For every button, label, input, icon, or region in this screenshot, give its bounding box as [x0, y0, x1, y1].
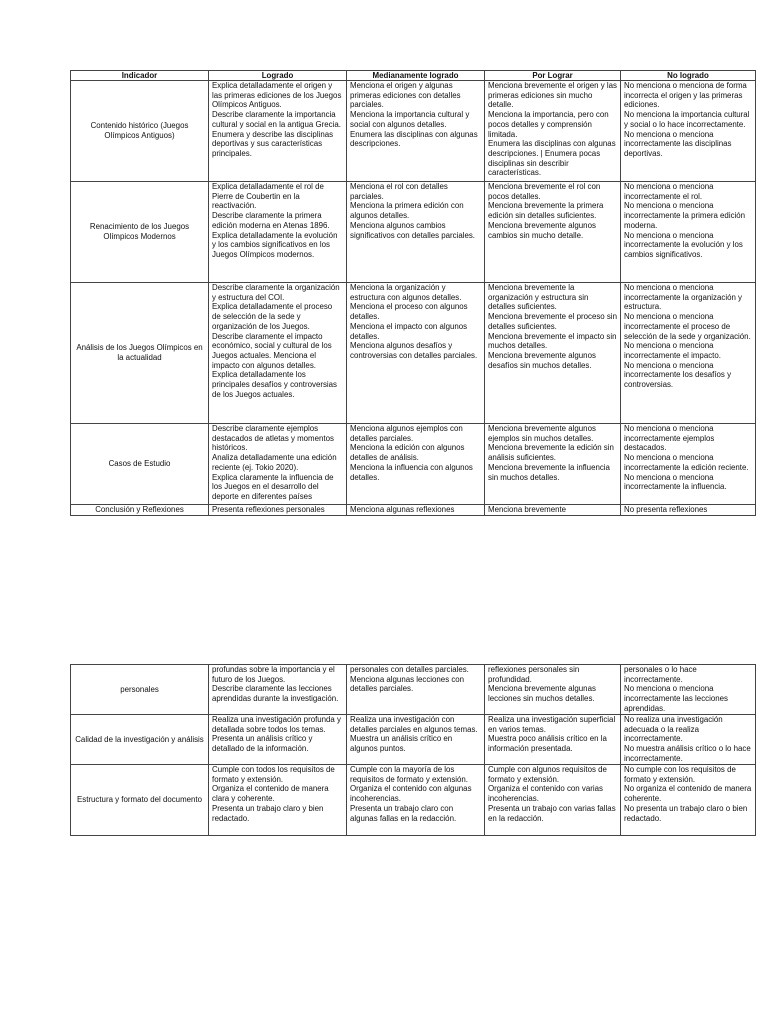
criterion-cell: Menciona la organización y estructura con algunos detalles. Menciona el proceso con algunos detalles. Menciona el impacto con algunos detalles. Menciona algunos desafíos y controversias con detalles parciales. [347, 283, 485, 424]
criterion-cell: No menciona o menciona incorrectamente ejemplos destacados. No menciona o menciona incorrectamente la edición reciente. No menciona o menciona incorrectamente la influencia. [621, 424, 756, 505]
criterion-cell: No menciona o menciona de forma incorrecta el origen y las primeras ediciones. No menciona la importancia cultural y social o lo hace incorrectamente. No menciona o menciona incorrectamente las disciplinas deportivas. [621, 81, 756, 182]
criterion-cell: Realiza una investigación superficial en varios temas. Muestra poco análisis crítico en la información presentada. [485, 715, 621, 765]
criterion-cell: Explica detalladamente el rol de Pierre de Coubertin en la reactivación. Describe claramente la primera edición moderna en Atenas 1896. Explica detalladamente la evolución y los cambios significativos en los Juegos Olímpicos modernos. [209, 182, 347, 283]
indicator-cell: Casos de Estudio [71, 424, 209, 505]
criterion-cell: Describe claramente la organización y estructura del COI. Explica detalladamente el proceso de selección de la sede y organización de los Juegos. Describe claramente el impacto económico, social y cultural de los Juegos actuales. Menciona el impacto con algunos detalles. Explica detalladamente los principales desafíos y controversias de los Juegos actuales. [209, 283, 347, 424]
indicator-cell: Análisis de los Juegos Olímpicos en la actualidad [71, 283, 209, 424]
header-por-lograr: Por Lograr [485, 71, 621, 81]
criterion-cell: Menciona brevemente el origen y las primeras ediciones sin mucho detalle. Menciona la importancia, pero con pocos detalles y comprensión limitada. Enumera las disciplinas con algunas descripciones. | Enumera pocas disciplinas sin describir características. [485, 81, 621, 182]
criterion-cell: Cumple con la mayoría de los requisitos de formato y extensión. Organiza el contenido con algunas incoherencias. Presenta un trabajo claro con algunas fallas en la redacción. [347, 765, 485, 836]
header-row [71, 71, 756, 81]
header-no-logrado: No logrado [621, 71, 756, 81]
header-medianamente-logrado: Medianamente logrado [347, 71, 485, 81]
table-row [71, 505, 756, 516]
indicator-cell: Conclusión y Reflexiones [71, 505, 209, 516]
criterion-cell: Describe claramente ejemplos destacados de atletas y momentos históricos. Analiza detalladamente una edición reciente (ej. Tokio 2020). Explica claramente la influencia de los Juegos en el desarrollo del deporte en diferentes países [209, 424, 347, 505]
criterion-cell: No presenta reflexiones [621, 505, 756, 516]
indicator-cell: Estructura y formato del documento [71, 765, 209, 836]
criterion-cell: Menciona brevemente [485, 505, 621, 516]
indicator-cell: personales [71, 665, 209, 715]
indicator-cell: Contenido histórico (Juegos Olímpicos Antiguos) [71, 81, 209, 182]
criterion-cell: Cumple con todos los requisitos de formato y extensión. Organiza el contenido de manera clara y coherente. Presenta un trabajo claro y bien redactado. [209, 765, 347, 836]
criterion-cell: Menciona brevemente la organización y estructura sin detalles suficientes. Menciona brevemente el proceso sin detalles suficientes. Menciona brevemente el impacto sin muchos detalles. Menciona brevemente algunos desafíos sin muchos detalles. [485, 283, 621, 424]
table-row [71, 283, 756, 424]
criterion-cell: Menciona el rol con detalles parciales. Menciona la primera edición con algunos detalles. Menciona algunos cambios significativos con detalles parciales. [347, 182, 485, 283]
table-row [71, 765, 756, 836]
indicator-cell: Renacimiento de los Juegos Olímpicos Modernos [71, 182, 209, 283]
criterion-cell: Menciona brevemente el rol con pocos detalles. Menciona brevemente la primera edición sin detalles suficientes. Menciona brevemente algunos cambios sin mucho detalle. [485, 182, 621, 283]
criterion-cell: Presenta reflexiones personales [209, 505, 347, 516]
criterion-cell: Menciona brevemente algunos ejemplos sin muchos detalles. Menciona brevemente la edición sin análisis suficientes. Menciona brevemente la influencia sin muchos detalles. [485, 424, 621, 505]
rubric-table-page-2 [70, 664, 756, 836]
criterion-cell: personales con detalles parciales. Menciona algunas lecciones con detalles parciales. [347, 665, 485, 715]
criterion-cell: No realiza una investigación adecuada o la realiza incorrectamente. No muestra análisis crítico o lo hace incorrectamente. [621, 715, 756, 765]
criterion-cell: Realiza una investigación con detalles parciales en algunos temas. Muestra un análisis crítico en algunos puntos. [347, 715, 485, 765]
criterion-cell: Explica detalladamente el origen y las primeras ediciones de los Juegos Olímpicos Antiguos. Describe claramente la importancia cultural y social en la antigua Grecia. Enumera y describe las disciplinas deportivas y sus características principales. [209, 81, 347, 182]
rubric-table-page-1 [70, 70, 756, 516]
header-indicador: Indicador [71, 71, 209, 81]
criterion-cell: Menciona el origen y algunas primeras ediciones con detalles parciales. Menciona la importancia cultural y social con algunos detalles. Enumera las disciplinas con algunas descripciones. [347, 81, 485, 182]
table-row [71, 715, 756, 765]
criterion-cell: profundas sobre la importancia y el futuro de los Juegos. Describe claramente las lecciones aprendidas durante la investigación. [209, 665, 347, 715]
table-row [71, 81, 756, 182]
criterion-cell: Menciona algunos ejemplos con detalles parciales. Menciona la edición con algunos detalles de análisis. Menciona la influencia con algunos detalles. [347, 424, 485, 505]
header-logrado: Logrado [209, 71, 347, 81]
table-row [71, 665, 756, 715]
table-row [71, 424, 756, 505]
criterion-cell: Realiza una investigación profunda y detallada sobre todos los temas. Presenta un análisis crítico y detallado de la información. [209, 715, 347, 765]
criterion-cell: Cumple con algunos requisitos de formato y extensión. Organiza el contenido con varias incoherencias. Presenta un trabajo con varias fallas en la redacción. [485, 765, 621, 836]
criterion-cell: No menciona o menciona incorrectamente el rol. No menciona o menciona incorrectamente la primera edición moderna. No menciona o menciona incorrectamente la evolución y los cambios significativos. [621, 182, 756, 283]
table-row [71, 182, 756, 283]
criterion-cell: No menciona o menciona incorrectamente la organización y estructura. No menciona o menciona incorrectamente el proceso de selección de la sede y organización. No menciona o menciona incorrectamente el impacto. No menciona o menciona incorrectamente los desafíos y controversias. [621, 283, 756, 424]
indicator-cell: Calidad de la investigación y análisis [71, 715, 209, 765]
criterion-cell: reflexiones personales sin profundidad. Menciona brevemente algunas lecciones sin muchos detalles. [485, 665, 621, 715]
criterion-cell: Menciona algunas reflexiones [347, 505, 485, 516]
criterion-cell: personales o lo hace incorrectamente. No menciona o menciona incorrectamente las lecciones aprendidas. [621, 665, 756, 715]
criterion-cell: No cumple con los requisitos de formato y extensión. No organiza el contenido de manera coherente. No presenta un trabajo claro o bien redactado. [621, 765, 756, 836]
